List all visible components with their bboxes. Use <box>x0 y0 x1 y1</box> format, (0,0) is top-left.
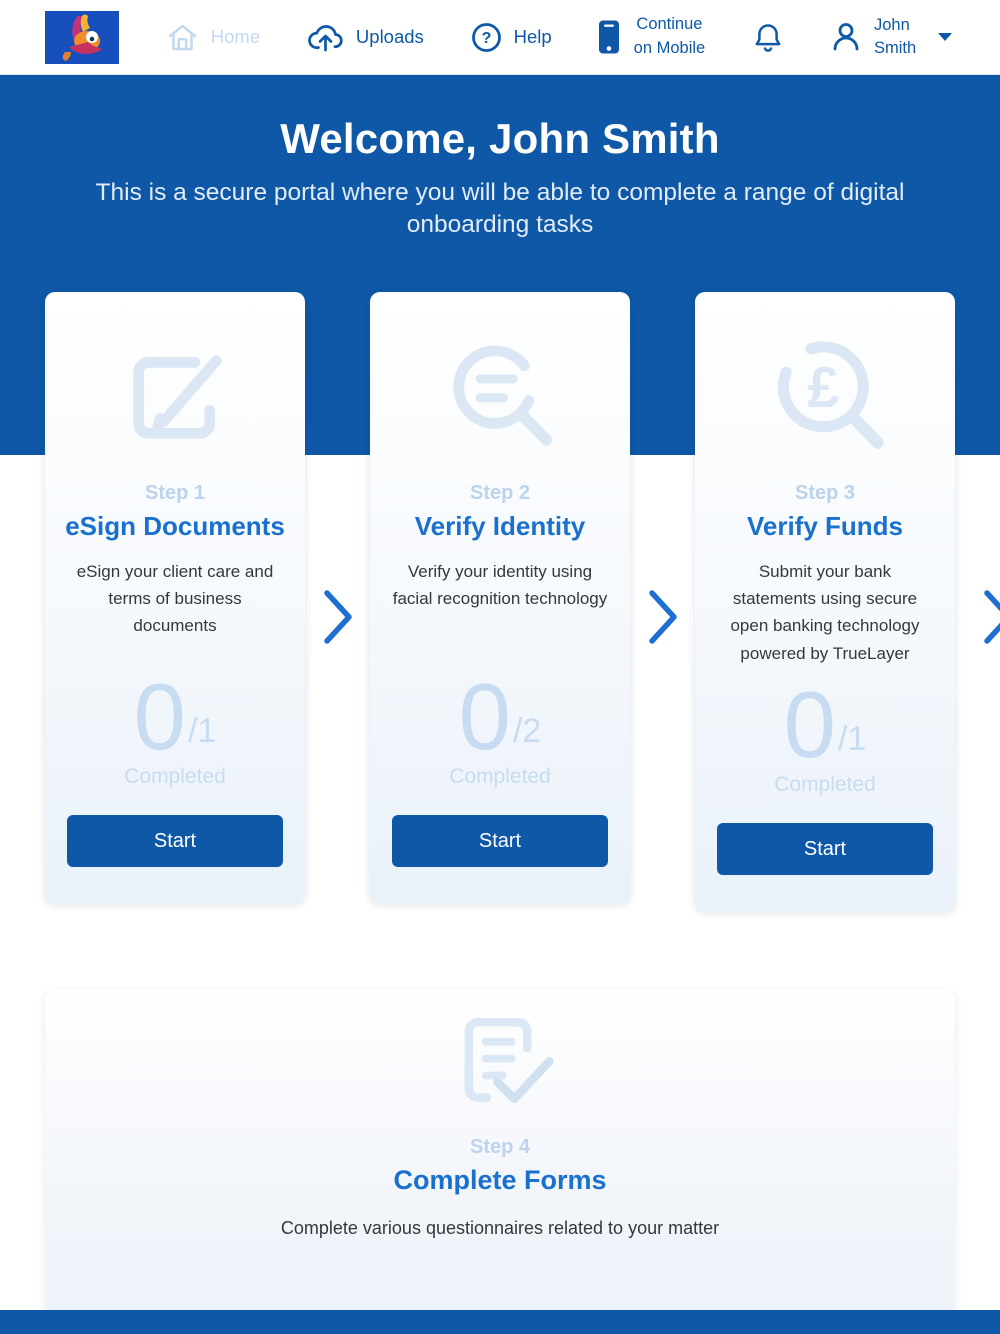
step-label: Step 1 <box>144 482 206 504</box>
step-title: Complete Forms <box>393 1165 607 1195</box>
footer-bar <box>0 1310 1000 1334</box>
nav-home[interactable] <box>166 23 260 52</box>
edit-document-icon <box>45 326 305 468</box>
chevron-right-icon <box>982 586 1000 648</box>
chevron-down-icon <box>938 33 952 41</box>
nav-uploads[interactable] <box>307 22 424 53</box>
chevron-right-icon <box>647 586 679 648</box>
completion-count <box>45 663 305 769</box>
step-title: Verify Funds <box>746 511 904 541</box>
bell-icon <box>753 22 783 53</box>
step-label: Step 4 <box>469 1136 531 1158</box>
step-progress-block <box>45 663 305 903</box>
help-icon <box>471 22 502 53</box>
completed-label: Completed <box>774 773 876 796</box>
completed-label: Completed <box>449 765 551 788</box>
step-title: eSign Documents <box>65 511 285 541</box>
step-description: Verify your identity using facial recognition technology <box>392 562 608 609</box>
nav-home-label: Home <box>210 26 261 47</box>
step-card-esign-documents <box>45 292 305 903</box>
step-arrow-2 <box>630 292 695 648</box>
completion-count <box>370 663 630 769</box>
step-description: eSign your client care and terms of business documents <box>76 562 274 636</box>
funds-search-icon <box>695 326 955 468</box>
total-count: /2 <box>512 712 542 750</box>
upload-cloud-icon <box>307 22 344 53</box>
user-menu[interactable] <box>830 14 952 60</box>
step-arrow-1 <box>305 292 370 648</box>
chevron-right-icon <box>322 586 354 648</box>
completed-count: 0 <box>133 663 186 769</box>
notifications-button[interactable] <box>753 22 783 53</box>
total-count: /1 <box>837 720 867 758</box>
nav-help-label: Help <box>513 26 552 47</box>
step-card-verify-funds <box>695 292 955 911</box>
step-card-verify-identity <box>370 292 630 903</box>
start-funds-button[interactable]: Start <box>717 823 933 875</box>
user-icon <box>830 21 862 53</box>
start-identity-button[interactable]: Start <box>392 815 608 867</box>
user-name: John Smith <box>874 15 917 57</box>
nav-help[interactable] <box>471 22 552 53</box>
home-icon <box>166 23 199 52</box>
start-esign-button[interactable]: Start <box>67 815 283 867</box>
welcome-subtitle: This is a secure portal where you will be able to complete a range of digital onboarding tasks <box>95 179 905 238</box>
nav-uploads-label: Uploads <box>355 26 424 47</box>
completed-label: Completed <box>124 765 226 788</box>
completed-count: 0 <box>458 663 511 769</box>
step-description: Submit your bank statements using secure open banking technology powered by TrueLayer <box>730 562 920 663</box>
steps-row <box>0 292 1000 911</box>
step-description: Complete various questionnaires related to your matter <box>280 1218 720 1238</box>
mobile-phone-icon <box>598 19 620 55</box>
company-logo[interactable] <box>45 11 119 64</box>
identity-search-icon <box>370 326 630 468</box>
total-count: /1 <box>187 712 217 750</box>
step-progress-block <box>370 663 630 903</box>
welcome-title: Welcome, John Smith <box>280 115 720 162</box>
completion-count <box>695 671 955 777</box>
completed-count: 0 <box>783 671 836 777</box>
step-label: Step 2 <box>469 482 531 504</box>
step-progress-block <box>695 671 955 911</box>
step-card-complete-forms <box>45 990 955 1334</box>
step-arrow-3 <box>982 586 1000 648</box>
svg-text:£: £ <box>807 356 840 421</box>
nav-continue-on-mobile[interactable] <box>598 13 706 61</box>
svg-text:?: ? <box>481 29 491 47</box>
step-label: Step 3 <box>794 482 856 504</box>
top-navigation-bar <box>0 0 1000 75</box>
step-title: Verify Identity <box>414 511 586 541</box>
nav-continue-on-mobile-label: Continue on Mobile <box>633 15 706 57</box>
form-check-icon <box>45 990 955 1122</box>
